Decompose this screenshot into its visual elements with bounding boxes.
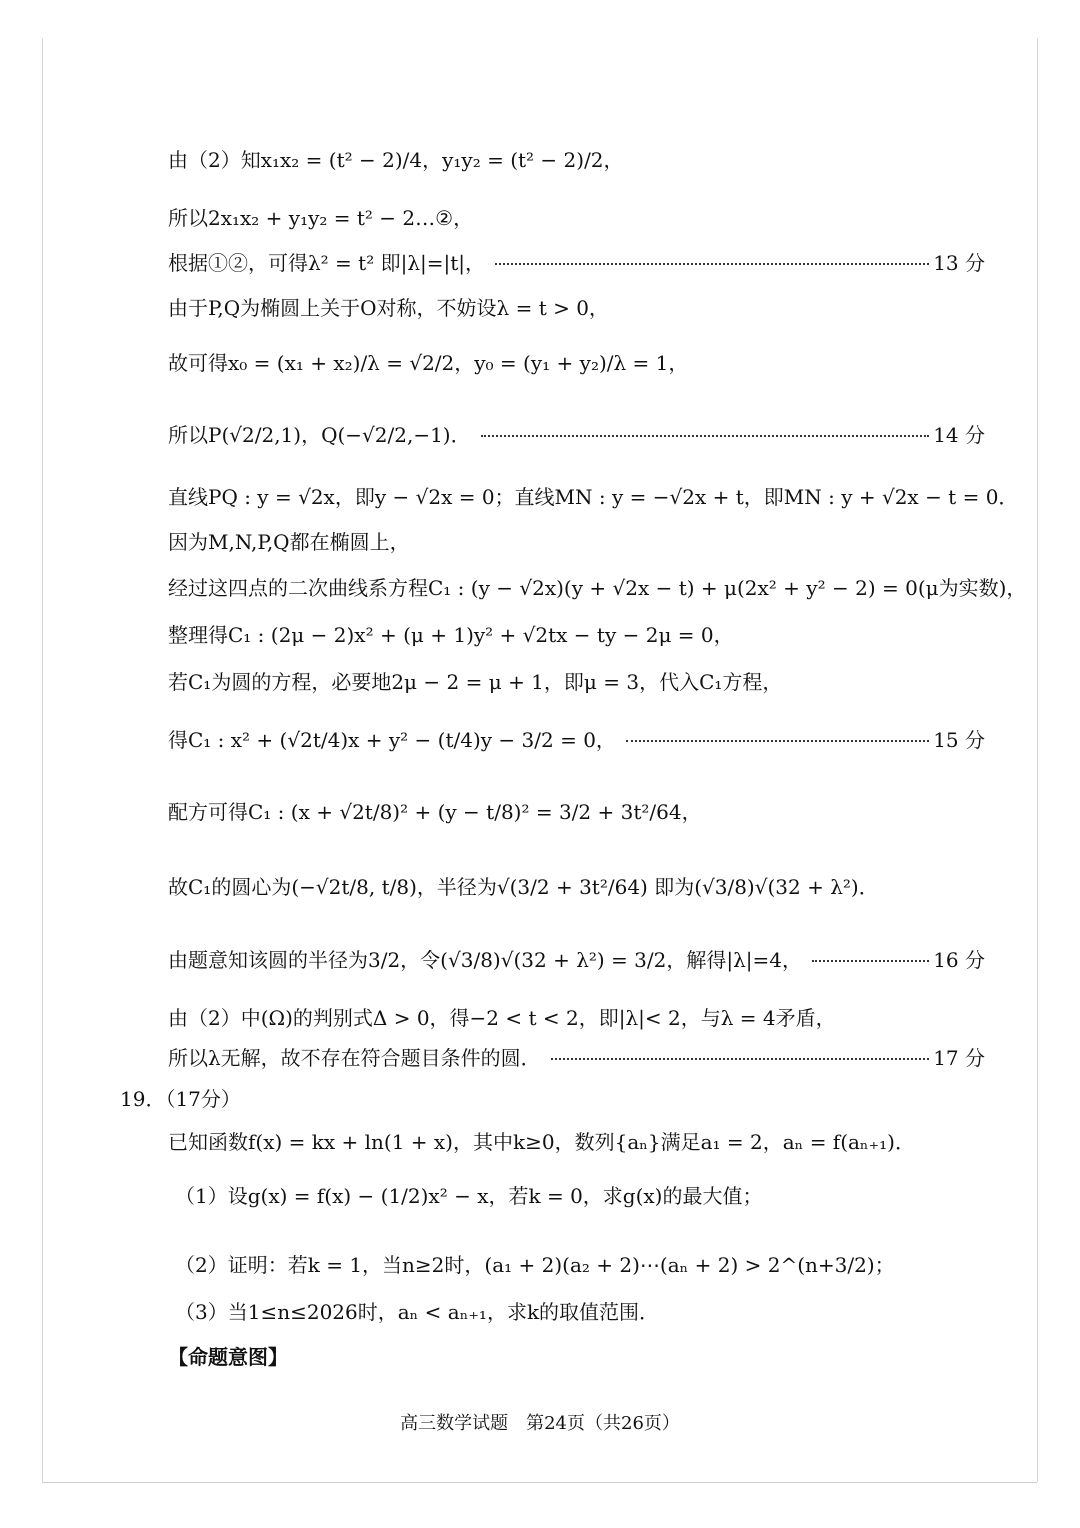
solution-line xyxy=(168,1003,985,1033)
score-label: 17 分 xyxy=(933,1046,985,1070)
dotted-leader xyxy=(812,958,929,962)
dotted-leader xyxy=(551,1056,930,1060)
bottom-rule xyxy=(42,1482,1037,1483)
part-text: （3）当1≤n≤2026时，aₙ < aₙ₊₁，求k的取值范围． xyxy=(175,1300,660,1324)
score-label: 13 分 xyxy=(933,251,985,275)
line-text: 由于P,Q为椭圆上关于O对称，不妨设λ = t > 0， xyxy=(168,296,609,320)
question-19-stem xyxy=(168,1127,985,1157)
score-label: 15 分 xyxy=(933,728,985,752)
question-19-part2 xyxy=(175,1250,985,1280)
line-text: 由（2）中(Ω)的判别式Δ > 0，得−2 < t < 2，即|λ|< 2，与λ = 4矛盾， xyxy=(168,1006,836,1030)
dotted-leader xyxy=(495,261,929,265)
line-text: 所以P(√2/2,1)，Q(−√2/2,−1)． xyxy=(168,423,471,447)
solution-line xyxy=(168,872,985,902)
dotted-leader xyxy=(626,738,929,742)
intent-heading xyxy=(168,1342,985,1372)
page-footer: 高三数学试题 第24页（共26页） xyxy=(400,1413,680,1434)
line-text: 由题意知该圆的半径为3/2，令(√3/8)√(32 + λ²) = 3/2，解得|λ|=4， xyxy=(168,948,802,972)
solution-line xyxy=(168,725,985,755)
solution-line xyxy=(168,145,985,175)
line-text: 故可得x₀ = (x₁ + x₂)/λ = √2/2，y₀ = (y₁ + y₂)/λ = 1， xyxy=(168,351,689,375)
solution-line xyxy=(168,482,1019,512)
dotted-leader xyxy=(481,433,930,437)
solution-line xyxy=(168,348,985,378)
line-text: 因为M,N,P,Q都在椭圆上， xyxy=(168,530,410,554)
score-label: 16 分 xyxy=(933,948,985,972)
solution-line xyxy=(168,797,985,827)
heading-text: 【命题意图】 xyxy=(168,1345,288,1369)
question-stem: 已知函数f(x) = kx + ln(1 + x)，其中k≥0，数列{aₙ}满足a₁ = 2，aₙ = f(aₙ₊₁)． xyxy=(168,1130,915,1154)
solution-line xyxy=(168,248,985,278)
line-text: 整理得C₁ : (2μ − 2)x² + (μ + 1)y² + √2tx − ty − 2μ = 0， xyxy=(168,623,734,647)
question-19-part1 xyxy=(175,1181,985,1211)
line-text: 配方可得C₁ : (x + √2t/8)² + (y − t/8)² = 3/2 + 3t²/64， xyxy=(168,800,702,824)
line-text: 所以2x₁x₂ + y₁y₂ = t² − 2…②， xyxy=(168,206,474,230)
solution-line xyxy=(168,620,985,650)
part-text: （1）设g(x) = f(x) − (1/2)x² − x，若k = 0，求g(x)的最大值； xyxy=(175,1184,763,1208)
question-number: 19．（17分） xyxy=(120,1087,241,1111)
line-text: 经过这四点的二次曲线系方程C₁ : (y − √2x)(y + √2x − t) + μ(2x² + y² − 2) = 0(μ为实数)， xyxy=(168,576,1027,600)
line-text: 若C₁为圆的方程，必要地2μ − 2 = μ + 1，即μ = 3，代入C₁方程， xyxy=(168,670,783,694)
line-text: 得C₁ : x² + (√2t/4)x + y² − (t/4)y − 3/2 = 0， xyxy=(168,728,616,752)
question-19-part3 xyxy=(175,1297,985,1327)
solution-line xyxy=(168,667,985,697)
solution-line xyxy=(168,1043,985,1073)
line-text: 由（2）知x₁x₂ = (t² − 2)/4，y₁y₂ = (t² − 2)/2， xyxy=(168,148,624,172)
solution-line xyxy=(168,420,985,450)
solution-line xyxy=(168,573,1027,603)
line-text: 故C₁的圆心为(−√2t/8, t/8)，半径为√(3/2 + 3t²/64) 即为(√3/8)√(32 + λ²)． xyxy=(168,875,879,899)
question-19-header xyxy=(120,1084,985,1114)
line-text: 根据①②，可得λ² = t² 即|λ|=|t|， xyxy=(168,251,486,275)
part-text: （2）证明：若k = 1，当n≥2时，(a₁ + 2)(a₂ + 2)⋯(aₙ + 2) > 2^(n+3/2)； xyxy=(175,1253,895,1277)
solution-line xyxy=(168,945,985,975)
solution-line xyxy=(168,203,985,233)
solution-line xyxy=(168,527,985,557)
line-text: 所以λ无解，故不存在符合题目条件的圆． xyxy=(168,1046,541,1070)
line-text: 直线PQ : y = √2x，即y − √2x = 0；直线MN : y = −√2x + t，即MN : y + √2x − t = 0． xyxy=(168,485,1019,509)
solution-line xyxy=(168,293,985,323)
score-label: 14 分 xyxy=(933,423,985,447)
